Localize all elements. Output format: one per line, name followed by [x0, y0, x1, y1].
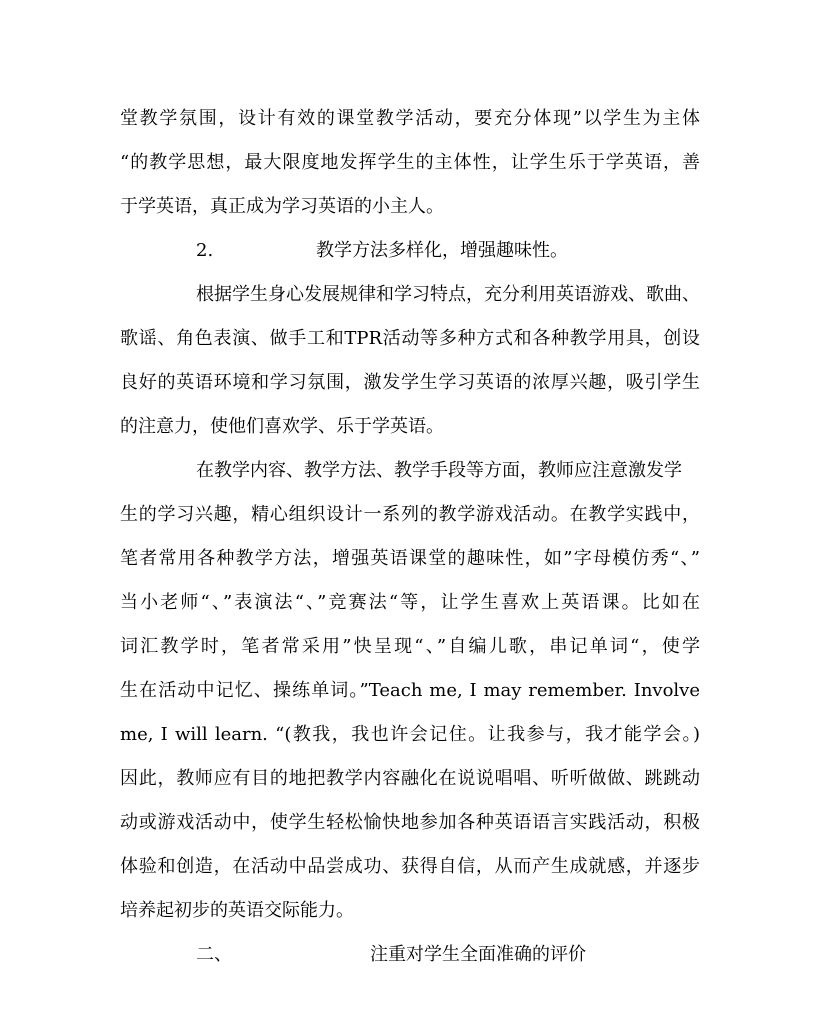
- section-title: 注重对学生全面准确的评价: [370, 944, 586, 965]
- text-line: 因此，教师应有目的地把教学内容融化在说说唱唱、听听做做、跳跳动: [120, 768, 700, 789]
- text-line: 根据学生身心发展规律和学习特点，充分利用英语游戏、歌曲、: [196, 284, 700, 305]
- text-line: me, I will learn. “(教我，我也许会记住。让我参与，我才能学会。): [120, 724, 700, 745]
- text-line: 歌谣、角色表演、做手工和TPR活动等多种方式和各种教学用具，创设: [120, 328, 700, 349]
- text-line: 笔者常用各种教学方法，增强英语课堂的趣味性，如”字母模仿秀“、”: [120, 548, 700, 569]
- text-line: 堂教学氛围，设计有效的课堂教学活动，要充分体现”以学生为主体: [120, 108, 700, 129]
- text-line: 体验和创造，在活动中品尝成功、获得自信，从而产生成就感，并逐步: [120, 856, 700, 877]
- text-line: 生的学习兴趣，精心组织设计一系列的教学游戏活动。在教学实践中，: [120, 504, 700, 525]
- text-line: 的注意力，使他们喜欢学、乐于学英语。: [120, 416, 444, 437]
- text-line: 生在活动中记忆、操练单词。”Teach me, I may remember. Involve: [120, 680, 700, 701]
- section-number: 2.: [196, 240, 214, 261]
- section-title: 教学方法多样化，增强趣味性。: [316, 240, 568, 261]
- section-number: 二、: [196, 944, 232, 965]
- text-line: 培养起初步的英语交际能力。: [120, 900, 354, 921]
- text-line: 良好的英语环境和学习氛围，激发学生学习英语的浓厚兴趣，吸引学生: [120, 372, 700, 393]
- text-line: 在教学内容、教学方法、教学手段等方面，教师应注意激发学: [196, 460, 682, 481]
- text-line: 词汇教学时，笔者常采用”快呈现“、”自编儿歌，串记单词“，使学: [120, 636, 700, 657]
- text-line: 于学英语，真正成为学习英语的小主人。: [120, 196, 444, 217]
- text-line: “的教学思想，最大限度地发挥学生的主体性，让学生乐于学英语，善: [120, 152, 700, 173]
- text-line: 当小老师“、”表演法“、”竞赛法“等，让学生喜欢上英语课。比如在: [120, 592, 700, 613]
- text-line: 动或游戏活动中，使学生轻松愉快地参加各种英语语言实践活动，积极: [120, 812, 700, 833]
